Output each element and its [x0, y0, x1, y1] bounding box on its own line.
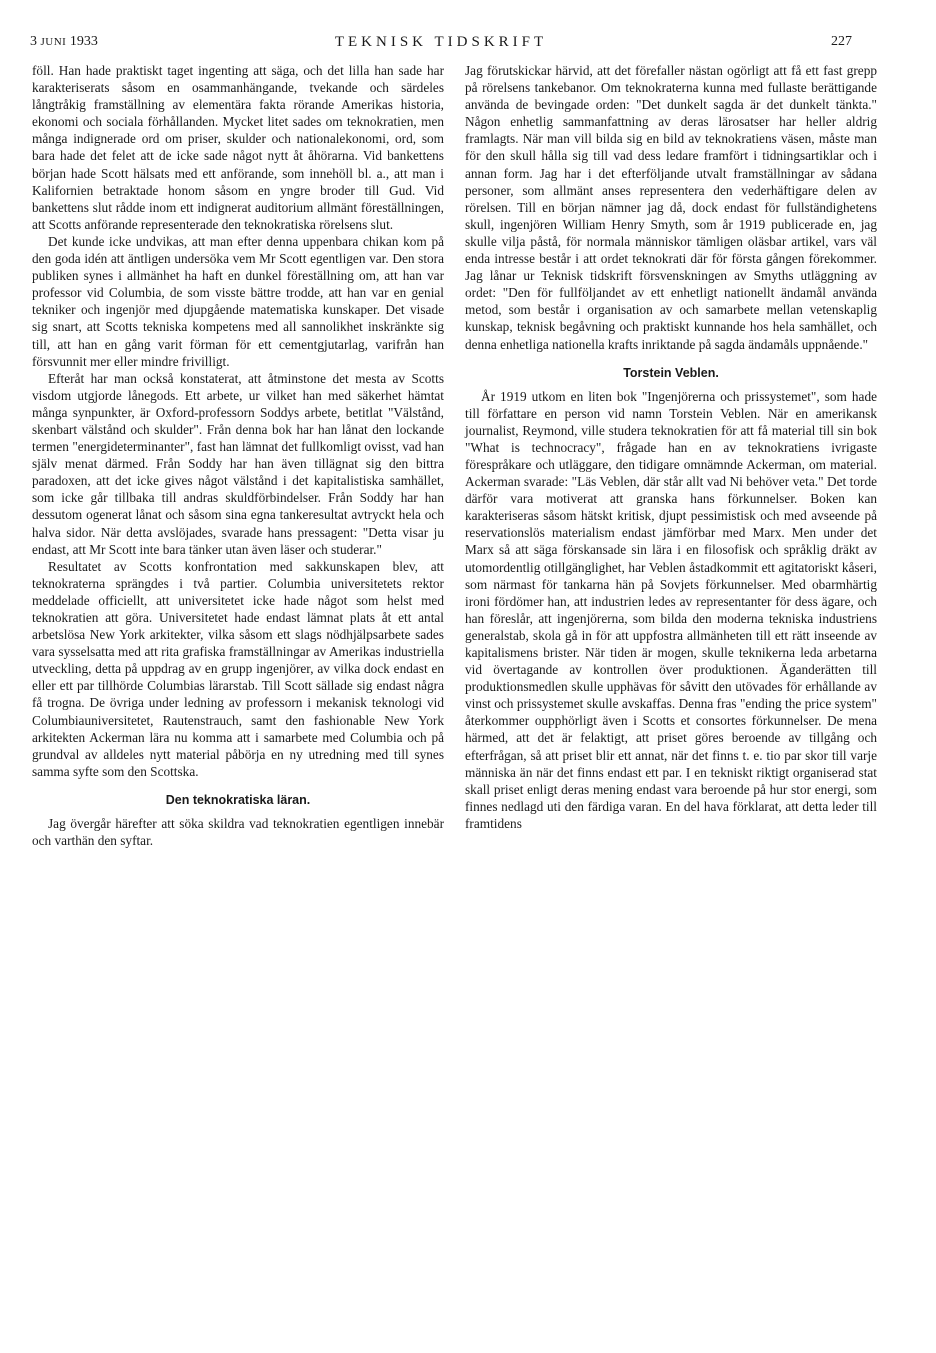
- right-column: [465, 62, 877, 1262]
- paragraph: Resultatet av Scotts konfrontation med sakkunskapen blev, att teknokraterna sprängdes i två partier. Columbia universitetets rektor meddelade officiellt, att universitetet icke hade något som helst med teknokratien att göra. Universitetet hade endast lämnat plats åt ett antal arbetslösa New York arkitekter, vilka såsom ett slags nödhjälpsarbete sades vara sysselsatta med att rita grafiska framställningar av Amerikas industriella utveckling, detta på uppdrag av en grupp ingenjörer, av vilka dock endast en eller ett par tillhörde Columbias lärarstab. Till Scott sällade sig endast några få trogna. De övriga under ledning av professorn i mekanisk teknologi vid Columbiauniversitetet, Rautenstrauch, samt den fashionable New York arkitekten Ackerman lära nu komma att i samarbete med Columbia och på grundval av alldeles nytt material påbörja en ny utredning med till synes samma syfte som den Scottska.: [32, 558, 444, 779]
- paragraph: föll. Han hade praktiskt taget ingenting att säga, och det lilla han sade har karakteriserats såsom en osammanhängande, tvekande och särdeles långtråkig framställning av elementära fakta rörande Amerikas historia, ekonomi och sociala förhållanden. Mycket litet sades om teknokratien, men många indignerade ord om priser, skulder och nationalekonomi, ord, som bara hade det felet att de icke sade något nytt åt åhörarna. Vid bankettens början hade Scott hälsats med ett anförande, som innehöll bl. a., att man i Kalifornien betraktade honom såsom en yngre broder till Gud. Vid bankettens slut rådde inom ett indignerat auditorium allmänt föreställningen, att Scotts anförande representerade den teknokratiska rörelsens slut.: [32, 63, 444, 232]
- paragraph: Efteråt har man också konstaterat, att åtminstone det mesta av Scotts visdom utgjorde lånegods. Ett arbete, ur vilket han med säkerhet hämtat många synpunkter, är Oxford-professorn Soddys arbete, betitlat "Välstånd, skenbart välstånd och skulder". Från denna bok har han lånat den lockande termen "energideterminanter", fast han lämnat det fullkomligt ovisst, vad han själv menat därmed. Från Soddy har han även tillägnat sig den bittra paradoxen, att det icke gives något välstånd i det kapitalistiska samhället, som icke går tillbaka till andras skuldförbindelser. Från Soddy har han dessutom ogenerat lånat och såsom sina egna tankeresultat avtryckt hela och halva sidor. När detta avslöjades, svarade hans pressagent: "Detta visar ju endast, att Mr Scott inte bara tänker utan även läser och studerar.": [32, 370, 444, 557]
- left-column: [32, 62, 444, 1262]
- issue-date: 3 JUNI 1933: [30, 34, 98, 49]
- paragraph: Jag förutskickar härvid, att det förefaller nästan ogörligt att få ett fast grepp på rörelsens tankebanor. Om teknokraterna kunna med fullaste berättigande använda de bevingade orden: "Det dunkelt sagda är det dunkelt tänkta." Någon enhetlig sammanfattning av deras lärosatser har heller aldrig framlagts. När man vill bilda sig en bild av teknokratiens väsen, måste man för den skull hålla sig till vad dess ledare framfört i tidningsartiklar och i annan form. Jag har i det efterföljande utvalt framställningar av sådana personer, som allmänt anses representera den vederhäftigare delen av rörelsen. Till en början nämner jag då, dock endast för fullständighetens skull, ingenjören William Henry Smyth, som år 1919 publicerade en, jag skulle vilja påstå, för normala människor tämligen oläsbar artikel, vars väl enda intresse består i att ordet teknokrati där för första gången förekommer. Jag lånar ur Teknisk tidskrift försvenskningen av Smyths utläggning av ordet: "Den för fullföljandet av ett enhetligt nationellt ändamål använda metod, som består i organisation av och samarbete mellan vetenskaplig kunskap, teknisk begåvning och praktiskt kunnande hos hela samhället, och denna enhetliga nationella krafts inriktande på sagda ändamåls uppnående.": [465, 63, 877, 352]
- page-number: 227: [831, 34, 852, 49]
- journal-title: TEKNISK TIDSKRIFT: [334, 34, 548, 50]
- paragraph: Jag övergår härefter att söka skildra vad teknokratien egentligen innebär och varthän den syftar.: [32, 815, 444, 849]
- section-heading: Torstein Veblen.: [623, 365, 719, 380]
- paragraph: År 1919 utkom en liten bok "Ingenjörerna och prissystemet", som hade till författare en person vid namn Torstein Veblen. När en amerikansk journalist, Reymond, ville studera teknokratien för att få material till sin bok "What is technocracy", frågade han en av teknokratiens ivrigaste förespråkare och utläggare, den tidigare omnämnde Ackerman, om material. Ackerman svarade: "Läs Veblen, där står allt vad Ni behöver veta." Det torde därför vara motiverat att granska hans förkunnelser. Boken kan karakteriseras såsom hätskt kritisk, djupt pessimistisk och med avseende på reservationslös materialism endast jämförbar med Marx. Men under det Marx så att säga förskansade sin lära i en filosofisk och språklig dräkt av utomordentlig otillgänglighet, har Veblen åstadkommit ett agitatoriskt kåseri, som närmast för tankarna hän på Sovjets förkunnelser. Med obarmhärtig ironi fördömer han, att industrien ledes av representanter för dess ägare, och han föreslår, att ingenjörerna, som bilda den moderna tekniska industriens generalstab, skola gå in för att uppfostra allmänheten till ett rätt inseende av kapitalismens brister. När tiden är mogen, skulle teknikerna leda arbetarna vid övertagande av kontrollen över produktionen. Äganderätten till produktionsmedlen skulle upphävas för såvitt den utövades för erhållande av vinst och prissystemet skulle avskaffas. Denna fras "ending the price system" återkommer oupphörligt även i Scotts et consortes förkunnelser. De mena härmed, att det är felaktigt, att priset göres beroende av tillgång och efterfrågan, så att priset blir ett annat, när det finns t. e. tio par skor till varje människa än när det finns endast ett par. I en tekniskt riktigt organiserad stat skall priset enligt deras mening endast vara beroende på hur stor energi, som finnes nedlagd uti den färdiga varan. En del hava förklarat, att detta leder till framtidens: [465, 388, 877, 831]
- paragraph: Det kunde icke undvikas, att man efter denna uppenbara chikan kom på den goda idén att äntligen undersöka vem Mr Scott egentligen var. Den stora publiken synes i allmänhet ha haft en dunkel föreställning om, att han var professor vid Columbia, de som visste bättre trodde, att han var en genial tekniker och ingenjör med djupgående matematiska kunskaper. Det visade sig snart, att Scotts tekniska kompetens med all sannolikhet inskränkte sig till, att han en gång varit förman för ett cementgjutarlag, varifrån han försvunnit mer eller mindre frivilligt.: [32, 233, 444, 369]
- section-heading: Den teknokratiska läran.: [165, 792, 311, 807]
- page-header: [30, 34, 852, 54]
